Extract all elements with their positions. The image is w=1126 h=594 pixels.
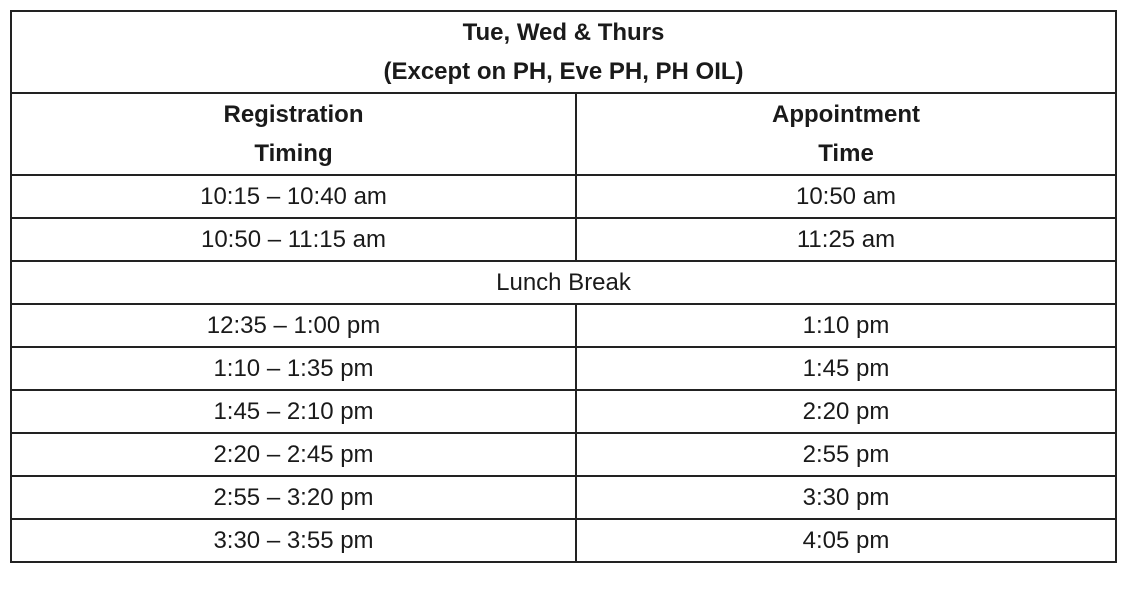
appointment-cell: 1:10 pm <box>576 304 1116 347</box>
title-days: Tue, Wed & Thurs <box>462 19 665 46</box>
registration-cell: 3:30 – 3:55 pm <box>11 519 576 562</box>
lunch-break-row <box>11 261 1116 304</box>
appointment-cell: 4:05 pm <box>576 519 1116 562</box>
table-row <box>11 519 1116 562</box>
appointment-cell: 11:25 am <box>576 218 1116 261</box>
registration-header-line1: Registration <box>223 101 364 128</box>
table-row <box>11 476 1116 519</box>
title-exceptions: (Except on PH, Eve PH, PH OIL) <box>383 58 744 85</box>
registration-header-line2: Timing <box>254 140 333 167</box>
title-row <box>11 11 1116 93</box>
appointment-cell: 3:30 pm <box>576 476 1116 519</box>
table-row <box>11 175 1116 218</box>
registration-cell: 1:10 – 1:35 pm <box>11 347 576 390</box>
lunch-break-label: Lunch Break <box>11 261 1116 304</box>
appointment-cell: 10:50 am <box>576 175 1116 218</box>
registration-cell: 12:35 – 1:00 pm <box>11 304 576 347</box>
table-row <box>11 218 1116 261</box>
registration-cell: 10:15 – 10:40 am <box>11 175 576 218</box>
appointment-header-line2: Time <box>818 140 874 167</box>
appointment-cell: 2:55 pm <box>576 433 1116 476</box>
schedule-table <box>10 10 1117 563</box>
header-row <box>11 93 1116 175</box>
appointment-cell: 1:45 pm <box>576 347 1116 390</box>
registration-timing-header <box>11 93 576 175</box>
appointment-header-line1: Appointment <box>772 101 920 128</box>
table-row <box>11 390 1116 433</box>
table-row <box>11 433 1116 476</box>
table-row <box>11 347 1116 390</box>
appointment-time-header <box>576 93 1116 175</box>
registration-cell: 2:55 – 3:20 pm <box>11 476 576 519</box>
registration-cell: 10:50 – 11:15 am <box>11 218 576 261</box>
table-row <box>11 304 1116 347</box>
table-title <box>11 11 1116 93</box>
registration-cell: 2:20 – 2:45 pm <box>11 433 576 476</box>
registration-cell: 1:45 – 2:10 pm <box>11 390 576 433</box>
appointment-cell: 2:20 pm <box>576 390 1116 433</box>
